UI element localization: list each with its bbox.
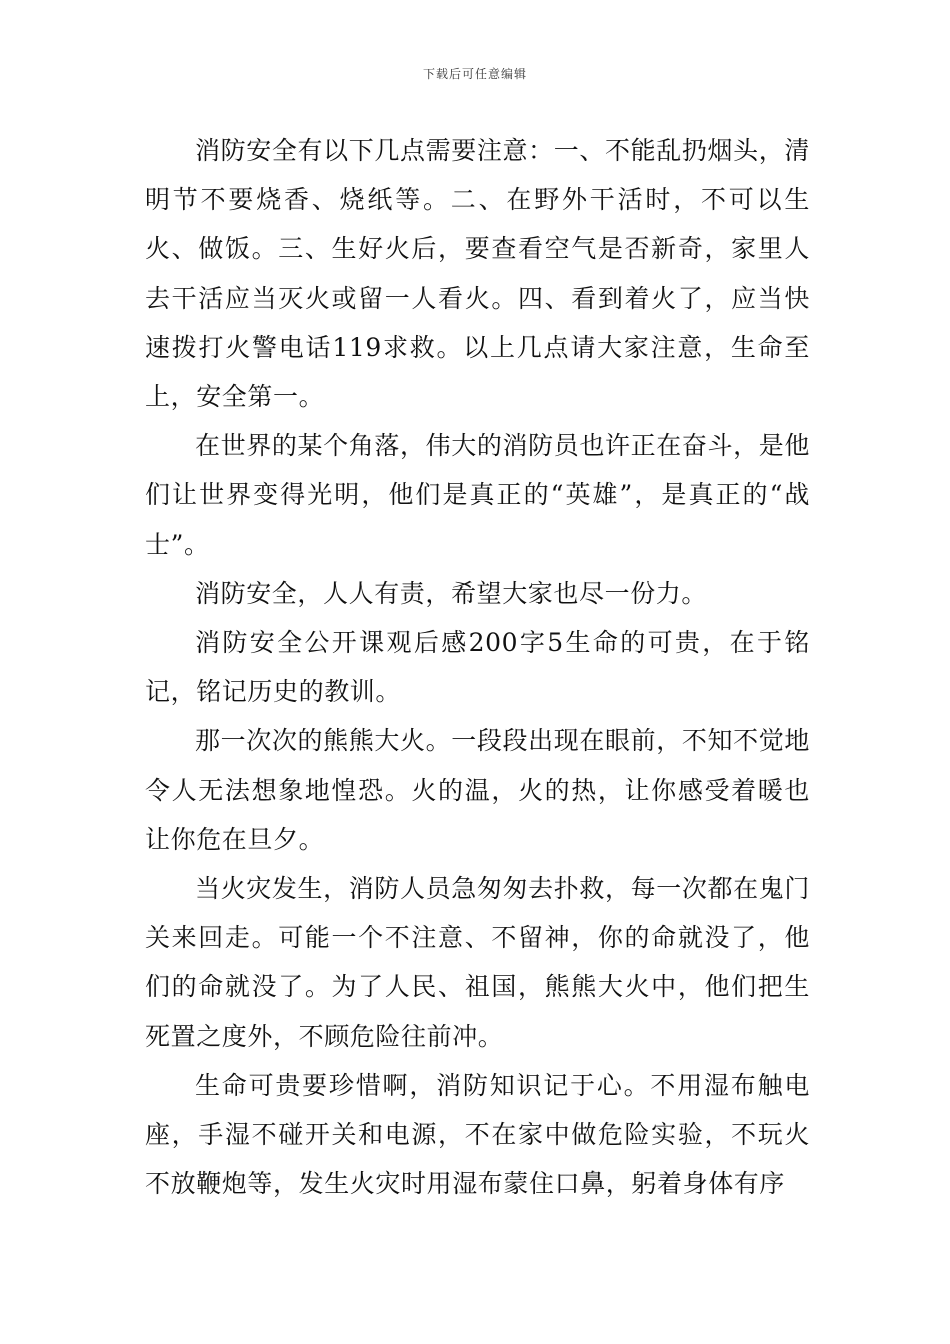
header-note: 下载后可任意编辑	[422, 67, 527, 81]
paragraph-firefighters-rescue: 当火灾发生，消防人员急匆匆去扑救，每一次都在鬼门关来回走。可能一个不注意、不留神，你的命就没了，他们的命就没了。为了人民、祖国，熊熊大火中，他们把生死置之度外，不顾危险往前冲。	[145, 874, 810, 1051]
paragraph-firefighters-heroes: 在世界的某个角落，伟大的消防员也许正在奋斗，是他们让世界变得光明，他们是真正的“英雄”，是真正的“战士”。	[145, 431, 810, 559]
document-body	[145, 126, 810, 1208]
paragraph-cherish-life: 生命可贵要珍惜啊，消防知识记于心。不用湿布触电座，手湿不碰开关和电源，不在家中做危险实验，不玩火不放鞭炮等，发生火灾时用湿布蒙住口鼻，躬着身体有序	[145, 1070, 810, 1199]
paragraph-everyone-responsible: 消防安全，人人有责，希望大家也尽一份力。	[195, 578, 708, 608]
paragraph-raging-fires: 那一次次的熊熊大火。一段段出现在眼前，不知不觉地令人无法想象地惶恐。火的温，火的热，让你感受着暖也让你危在旦夕。	[145, 726, 810, 854]
paragraph-essay-title: 消防安全公开课观后感200字5生命的可贵，在于铭记，铭记历史的教训。	[145, 628, 810, 707]
paragraph-fire-safety-tips: 消防安全有以下几点需要注意：一、不能乱扔烟头，清明节不要烧香、烧纸等。二、在野外干活时，不可以生火、做饭。三、生好火后，要查看空气是否新奇，家里人去干活应当灭火或留一人看火。四、看到着火了，应当快速拨打火警电话119求救。以上几点请大家注意，生命至上，安全第一。	[145, 136, 810, 412]
